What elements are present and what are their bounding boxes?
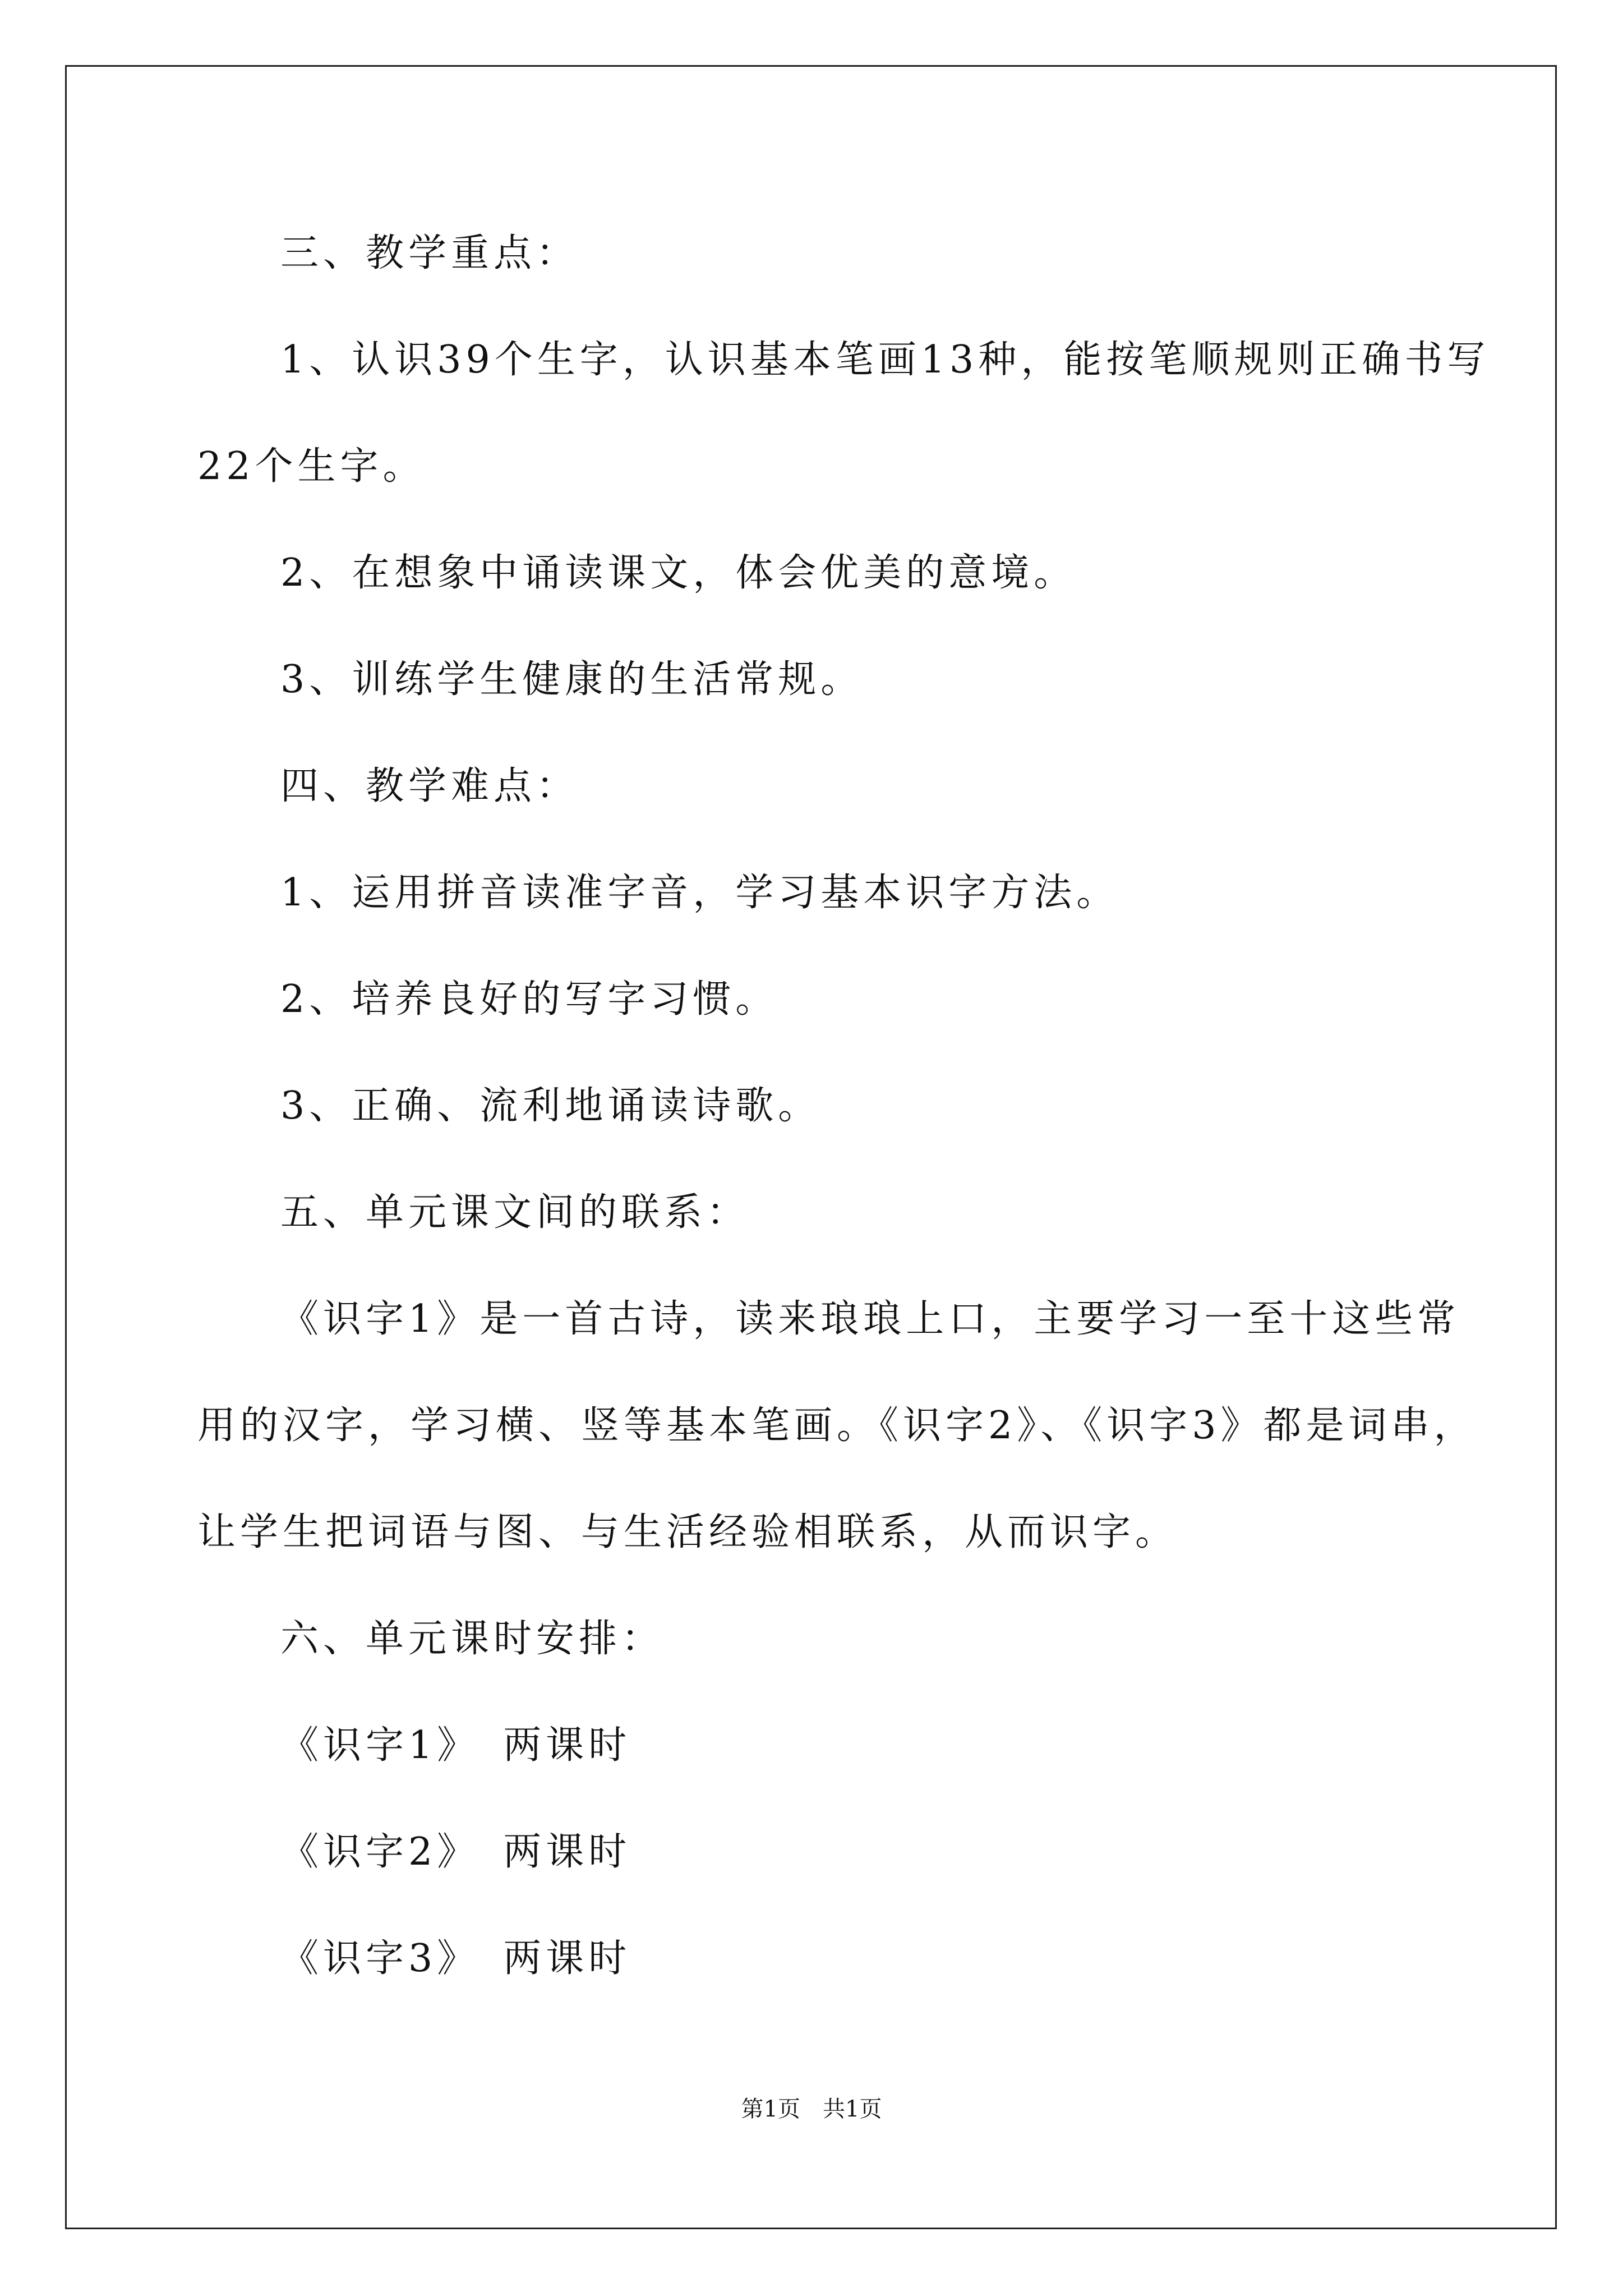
schedule-item-3: 《识字3》 两课时 <box>280 1936 631 1981</box>
page-border <box>65 65 1557 2229</box>
connection-line-1: 《识字1》是一首古诗，读来琅琅上口，主要学习一至十这些常 <box>280 1297 1460 1341</box>
heading-teaching-difficulty: 四、教学难点： <box>280 764 579 808</box>
schedule-item-1: 《识字1》 两课时 <box>280 1723 631 1768</box>
heading-lesson-schedule: 六、单元课时安排： <box>280 1617 665 1661</box>
heading-teaching-focus: 三、教学重点： <box>280 231 579 275</box>
connection-line-2: 用的汉字，学习横、竖等基本笔画。《识字2》、《识字3》都是词串， <box>197 1404 1477 1448</box>
difficulty-item-2: 2、培养良好的写字习惯。 <box>280 977 778 1022</box>
focus-item-2: 2、在想象中诵读课文，体会优美的意境。 <box>280 551 1077 595</box>
connection-line-3: 让学生把词语与图、与生活经验相联系，从而识字。 <box>197 1510 1178 1554</box>
difficulty-item-1: 1、运用拼音读准字音，学习基本识字方法。 <box>280 871 1119 915</box>
focus-item-1-line-2: 22个生字。 <box>197 444 426 489</box>
schedule-item-2: 《识字2》 两课时 <box>280 1830 631 1874</box>
focus-item-1-line-1: 1、认识39个生字，认识基本笔画13种，能按笔顺规则正确书写 <box>280 338 1490 382</box>
page-number-footer: 第1页 共1页 <box>741 2096 882 2122</box>
difficulty-item-3: 3、正确、流利地诵读诗歌。 <box>280 1084 821 1128</box>
focus-item-3: 3、训练学生健康的生活常规。 <box>280 657 864 702</box>
heading-unit-connection: 五、单元课文间的联系： <box>280 1190 750 1235</box>
